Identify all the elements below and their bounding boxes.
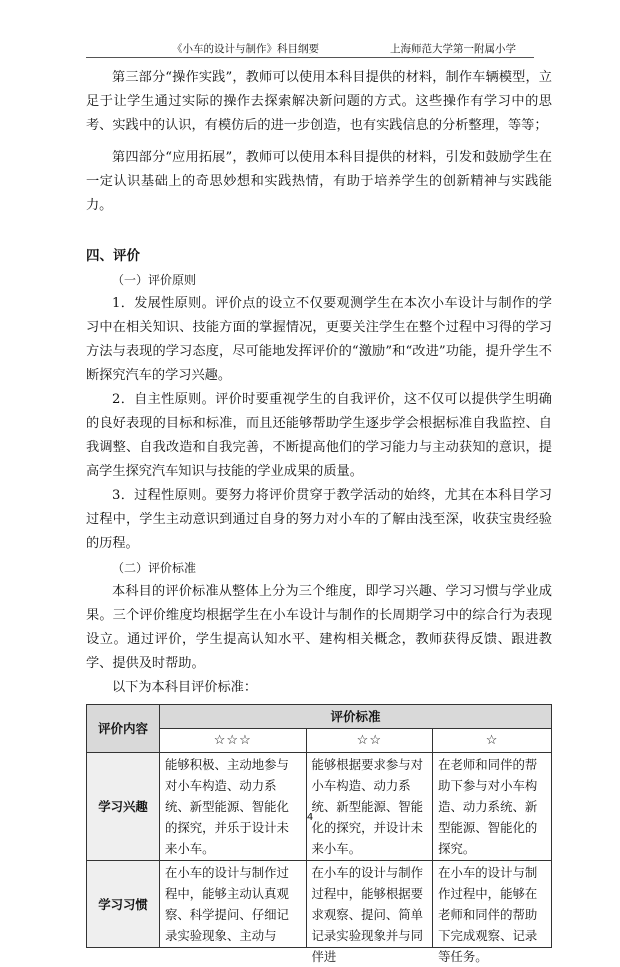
paragraph-table-intro: 以下为本科目评价标准： [112, 680, 258, 695]
header-course-title: 《小车的设计与制作》科目纲要 [172, 43, 319, 55]
table-header-row [87, 705, 552, 729]
paragraph-principle-3: 3．过程性原则。要努力将评价贯穿于教学活动的始终，尤其在本科目学习过程中，学生主动意识到通过自身的努力对小车的了解由浅至深，收获宝贵经验的历程。 [86, 488, 552, 551]
evaluation-standards-table [86, 704, 552, 964]
table-header-standard: 评价标准 [160, 705, 552, 729]
subsection-title-standards: （二）评价标准 [112, 561, 197, 575]
paragraph-principle-2: 2．自主性原则。评价时要重视学生的自我评价，这不仅可以提供学生明确的良好表现的目标和标准，而且还能够帮助学生逐步学会根据标准自我监控、自我调整、自我改造和自我完善，不断提高他们的学习能力与主动获知的意识，提高学生探究汽车知识与技能的学业成果的质量。 [86, 392, 552, 479]
cell-text: 在小车的设计与制作过程中，能够主动认真观察、科学提问、仔细记录实验现象、主动与 [165, 865, 289, 943]
page-number: 4 [306, 812, 314, 823]
table-cell: 能够积极、主动地参与对小车构造、动力系统、新型能源、智能化的探究，并乐于设计未来小车。 [160, 753, 307, 861]
paragraph-principle-1: 1．发展性原则。评价点的设立不仅要观测学生在本次小车设计与制作的学习中在相关知识、技能方面的掌握情况，更要关注学生在整个过程中习得的学习方法与表现的学习态度，尽可能地发挥评价的“激励”和“改进”功能，提升学生不断探究汽车的学习兴趣。 [86, 296, 552, 383]
subsection-title-principles: （一）评价原则 [112, 273, 197, 287]
table-row [87, 753, 552, 861]
star-rating-3: ☆☆☆ [160, 729, 307, 753]
page-header [86, 39, 534, 58]
header-school-name: 上海师范大学第一附属小学 [390, 43, 516, 55]
cell-text: 在小车的设计与制作过程中，能够根据要求观察、提问、简单记录实验现象并与同伴进 [311, 865, 424, 964]
table-row [87, 861, 552, 948]
table-cell [160, 861, 307, 948]
table-cell: 能够根据要求参与对小车构造、动力系统、新型能源、智能化的探究，并设计未来小车。 [306, 753, 433, 861]
table-cell: 在老师和同伴的帮助下参与对小车构造、动力系统、新型能源、智能化的探究。 [433, 753, 552, 861]
table-cell [306, 861, 433, 964]
table-header-content: 评价内容 [87, 705, 160, 753]
section-title-evaluation: 四、评价 [86, 248, 140, 264]
star-rating-2: ☆☆ [306, 729, 433, 753]
star-rating-1: ☆ [433, 729, 552, 753]
table-cell [433, 861, 552, 964]
row-label-interest: 学习兴趣 [87, 753, 160, 861]
paragraph-part3: 第三部分“操作实践”，教师可以使用本科目提供的材料，制作车辆模型，立足于让学生通过实际的操作去探索解决新问题的方式。这些操作有学习中的思考、实践中的认识，有模仿后的进一步创造，也有实践信息的分析整理，等等； [86, 70, 552, 133]
paragraph-standards: 本科目的评价标准从整体上分为三个维度，即学习兴趣、学习习惯与学业成果。三个评价维度均根据学生在小车设计与制作的长周期学习中的综合行为表现设立。通过评价，学生提高认知水平、建构相关概念，教师获得反馈、跟进教学、提供及时帮助。 [86, 584, 552, 671]
row-label-habits: 学习习惯 [87, 861, 160, 948]
paragraph-part4: 第四部分“应用拓展”，教师可以使用本科目提供的材料，引发和鼓励学生在一定认识基础上的奇思妙想和实践热情，有助于培养学生的创新精神与实践能力。 [86, 150, 552, 213]
cell-text: 在小车的设计与制作过程中，能够在老师和同伴的帮助下完成观察、记录等任务。 [438, 865, 538, 964]
